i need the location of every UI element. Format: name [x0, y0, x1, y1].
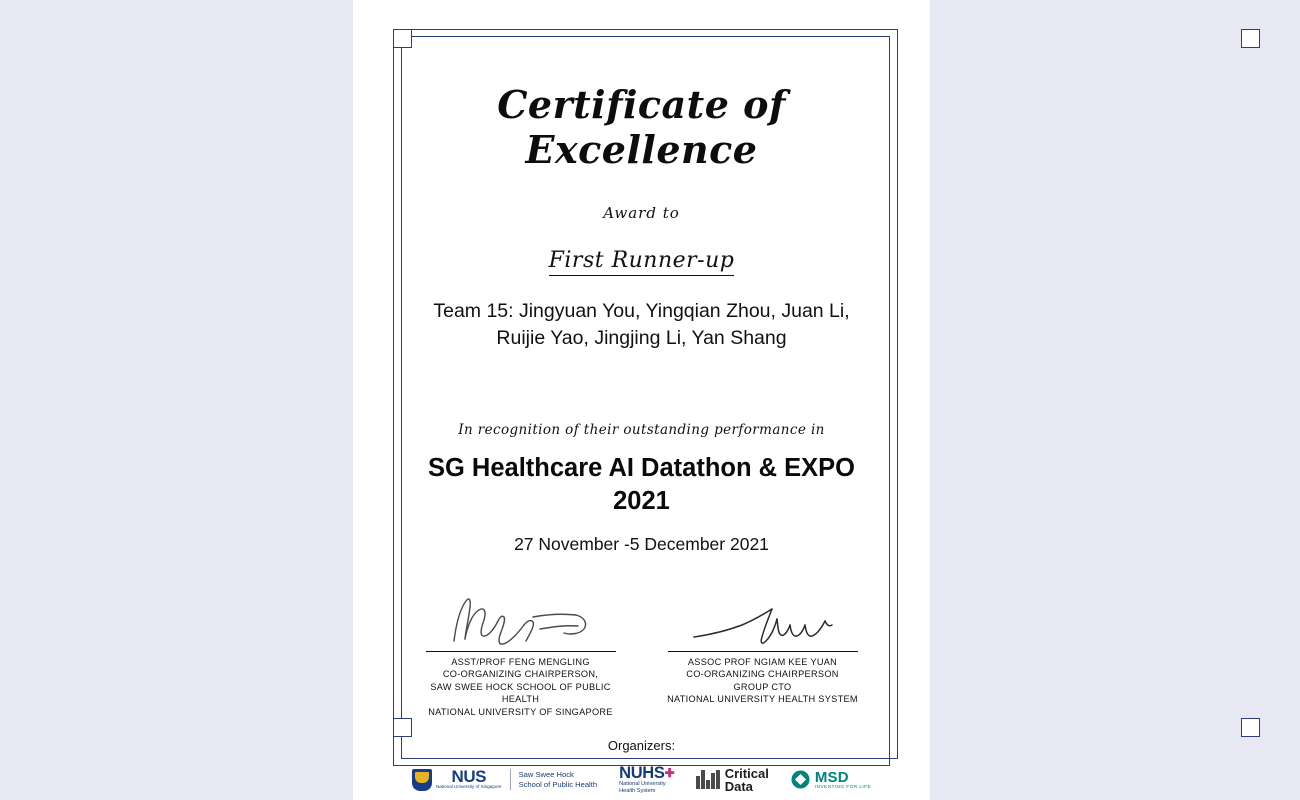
certificate-content [401, 36, 882, 794]
signature-image-ngiam-kee-yuan [666, 589, 860, 651]
signatory-role-left: CO-ORGANIZING CHAIRPERSON, [442, 669, 599, 680]
signature-row [401, 589, 882, 718]
msd-tagline: INVENTING FOR LIFE [814, 784, 872, 790]
nuhs-cross-icon: ✚ [664, 766, 675, 781]
prize-title: First Runner-up [549, 248, 735, 276]
signatory-org-left-line-2: HEALTH [501, 694, 540, 705]
critical-data-wordmark [725, 767, 769, 793]
signatory-org-right-line-2: NATIONAL UNIVERSITY HEALTH SYSTEM [667, 694, 858, 705]
nus-school-line-1: Saw Swee Hock [518, 769, 574, 779]
event-name [401, 452, 882, 518]
signatory-org-left-line-3: NATIONAL UNIVERSITY OF SINGAPORE [428, 706, 613, 717]
certificate-title: Certificate of Excellence [497, 82, 786, 172]
event-name-line-2: 2021 [613, 487, 670, 515]
signature-line-left [426, 651, 616, 652]
signatory-caption-left [424, 656, 618, 718]
nus-crest-icon [412, 769, 432, 791]
critical-data-word-line-1: Critical [724, 765, 769, 781]
signatory-org-left-line-1: SAW SWEE HOCK SCHOOL OF PUBLIC [430, 681, 611, 692]
nus-subtitle: National University of Singapore [435, 784, 502, 790]
signature-block-right [666, 589, 860, 718]
signature-image-feng-mengling [424, 589, 618, 651]
signatory-org-right-line-1: GROUP CTO [733, 681, 792, 692]
nuhs-subtitle-line-2: Health System [619, 787, 656, 794]
msd-wordmark-group [815, 770, 871, 790]
nuhs-wordmark: NUHS [619, 764, 665, 783]
signatory-caption-right [666, 656, 860, 706]
nus-school-name [519, 770, 598, 790]
critical-data-bars-icon [696, 770, 719, 789]
signatory-name-left: ASST/PROF FENG MENGLING [451, 657, 590, 667]
msd-wordmark: MSD [814, 768, 849, 786]
organizers-label: Organizers: [607, 738, 676, 754]
award-to-label: Award to [603, 204, 680, 222]
organizer-logo-row [401, 765, 882, 794]
signature-line-right [668, 651, 858, 652]
nus-wordmark-group [436, 769, 502, 789]
signature-block-left [424, 589, 618, 718]
signatory-name-right: ASSOC PROF NGIAM KEE YUAN [687, 657, 838, 667]
recognition-text: In recognition of their outstanding performance in [458, 422, 825, 438]
signatory-role-right: CO-ORGANIZING CHAIRPERSON [686, 669, 839, 680]
nus-wordmark: NUS [451, 767, 486, 787]
event-name-line-1: SG Healthcare AI Datathon & EXPO [428, 454, 855, 482]
nuhs-wordmark-group [619, 765, 674, 781]
nus-logo [412, 769, 597, 791]
critical-data-logo [696, 767, 768, 793]
event-dates: 27 November -5 December 2021 [514, 534, 769, 554]
frame-corner-bottom-right [1241, 718, 1260, 737]
prize-wrapper [401, 248, 882, 276]
frame-corner-top-right [1241, 29, 1260, 48]
certificate-page [353, 0, 930, 800]
recipient-names [401, 298, 882, 352]
msd-logo [791, 770, 871, 790]
nuhs-subtitle-line-1: National University [619, 781, 666, 788]
nuhs-subtitle [619, 781, 674, 794]
nuhs-logo [619, 765, 674, 794]
critical-data-word-line-2: Data [724, 778, 753, 794]
nus-logo-divider [510, 769, 511, 790]
recipient-names-line-2: Ruijie Yao, Jingjing Li, Yan Shang [496, 327, 787, 349]
nus-school-line-2: School of Public Health [518, 779, 598, 789]
msd-mark-icon [791, 770, 810, 789]
recipient-names-line-1: Team 15: Jingyuan You, Yingqian Zhou, Juan Li, [433, 300, 850, 322]
